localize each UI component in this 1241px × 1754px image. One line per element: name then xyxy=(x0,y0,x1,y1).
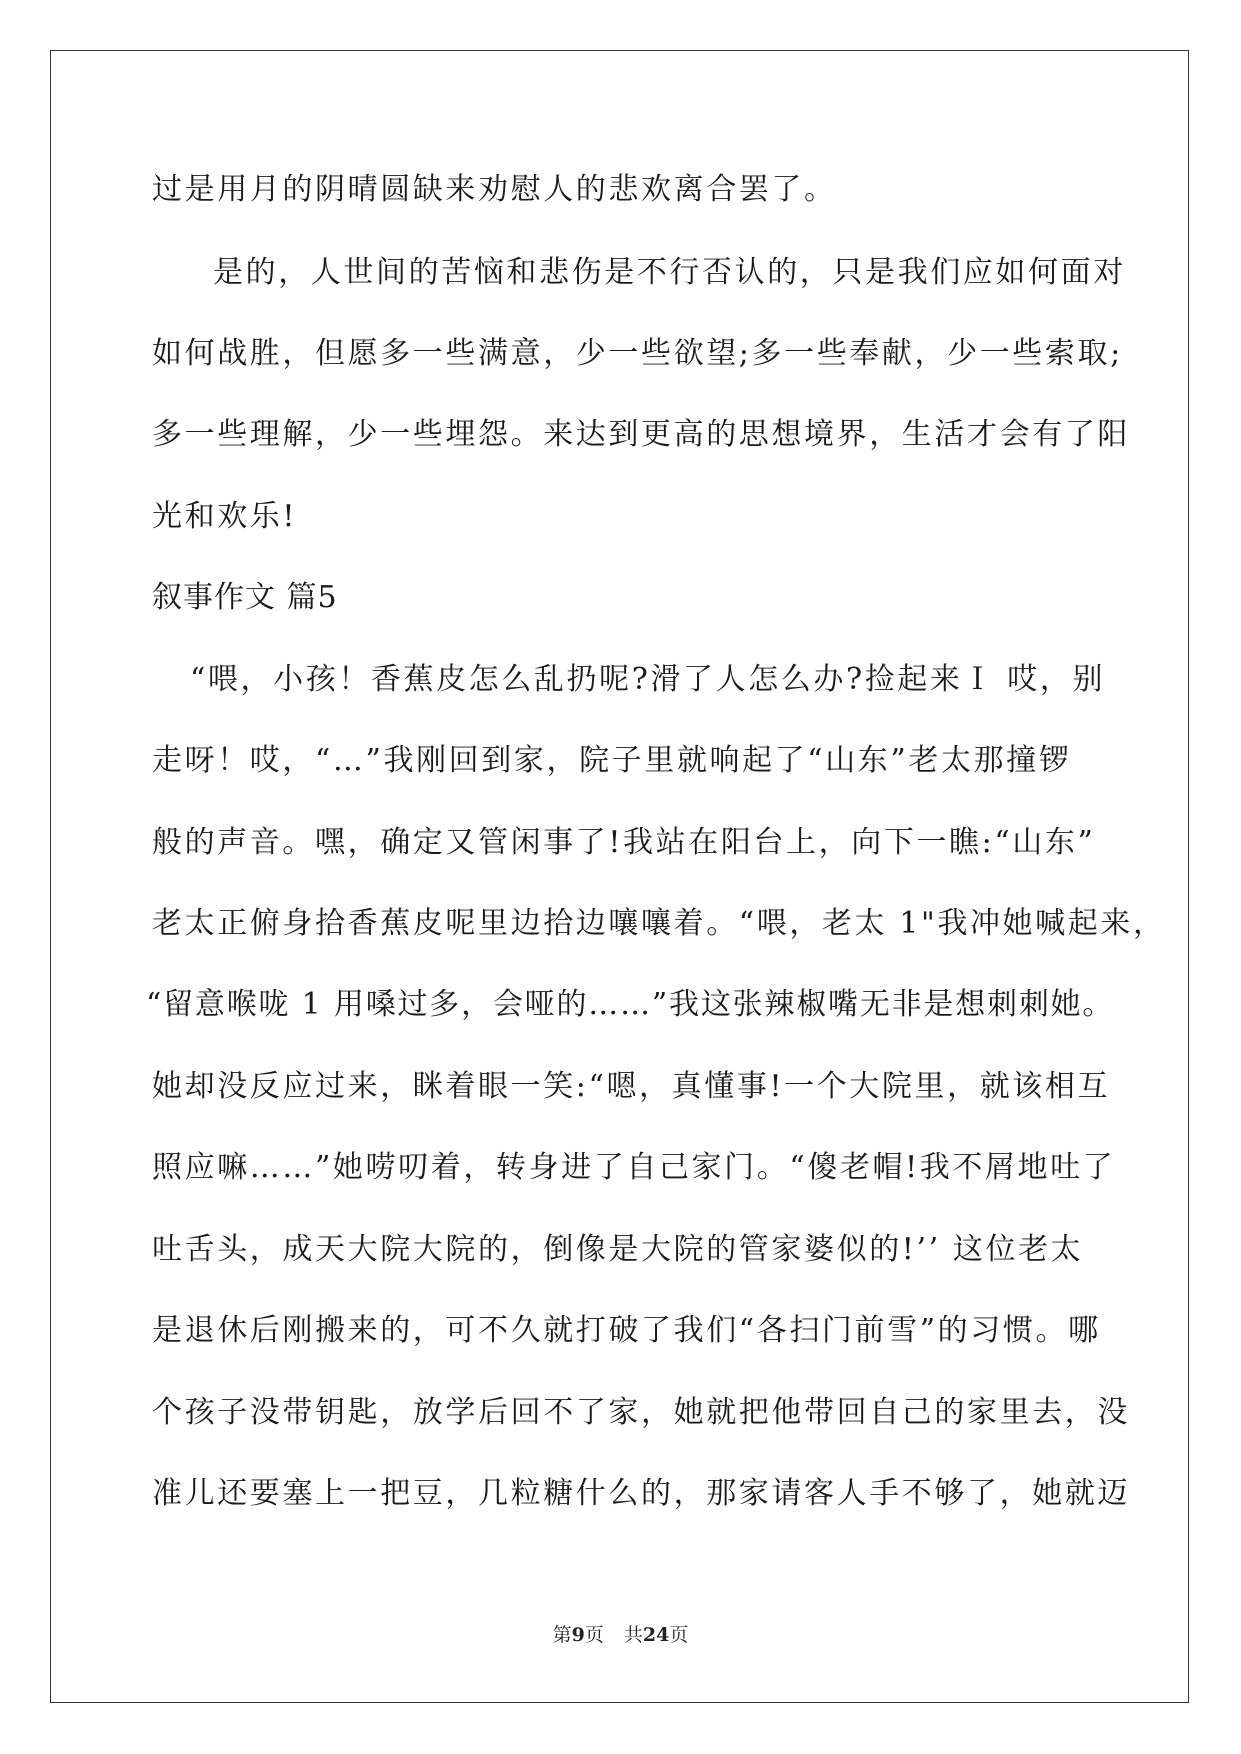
body-line: 如何战胜，但愿多一些满意，少一些欲望;多一些奉献，少一些索取; xyxy=(152,336,1123,371)
body-line: 是的，人世间的苦恼和悲伤是不行否认的，只是我们应如何面对 xyxy=(213,255,1126,290)
body-line: 个孩子没带钥匙，放学后回不了家，她就把他带回自己的家里去，没 xyxy=(152,1395,1130,1430)
body-line: 走呀！哎，“…”我刚回到家，院子里就响起了“山东”老太那撞锣 xyxy=(152,743,1072,778)
body-line: 吐舌头，成天大院大院的，倒像是大院的管家婆似的!’’ 这位老太 xyxy=(152,1232,1084,1267)
body-line: 老太正俯身拾香蕉皮呢里边拾边嚷嚷着。“喂，老太 1"我冲她喊起来， xyxy=(152,906,1166,941)
page-prefix: 第 xyxy=(552,1624,572,1646)
body-line: 过是用月的阴晴圆缺来劝慰人的悲欢离合罢了。 xyxy=(152,172,837,207)
body-line: “留意喉咙 1 用嗓过多，会哑的……”我这张辣椒嘴无非是想刺刺她。 xyxy=(146,987,1115,1022)
body-line: 是退休后刚搬来的，可不久就打破了我们“各扫门前雪”的习惯。哪 xyxy=(152,1313,1101,1348)
body-line: 照应嘛……”她唠叨着，转身进了自己家门。“傻老帽!我不屑地吐了 xyxy=(152,1150,1116,1185)
body-line: 光和欢乐! xyxy=(152,499,298,534)
section-heading: 叙事作文 篇5 xyxy=(152,580,338,615)
total-page-count: 24 xyxy=(642,1624,670,1646)
page-mid: 页 xyxy=(584,1624,604,1646)
total-suffix: 页 xyxy=(669,1624,689,1646)
body-line: 般的声音。嘿，确定又管闲事了!我站在阳台上，向下一瞧:“山东” xyxy=(152,825,1096,860)
page-footer xyxy=(0,1620,1241,1647)
current-page-number: 9 xyxy=(571,1624,585,1646)
body-line: “喂，小孩！香蕉皮怎么乱扔呢?滑了人怎么办?捡起来Ｉ 哎，别 xyxy=(190,662,1106,697)
body-line: 多一些理解，少一些埋怨。来达到更高的思想境界，生活才会有了阳 xyxy=(152,417,1130,452)
total-prefix: 共 xyxy=(623,1624,643,1646)
body-line: 她却没反应过来，眯着眼一笑:“嗯，真懂事!一个大院里，就该相互 xyxy=(152,1069,1111,1104)
body-line: 准儿还要塞上一把豆，几粒糖什么的，那家请客人手不够了，她就迈 xyxy=(152,1476,1130,1511)
page-border xyxy=(50,50,1189,1703)
